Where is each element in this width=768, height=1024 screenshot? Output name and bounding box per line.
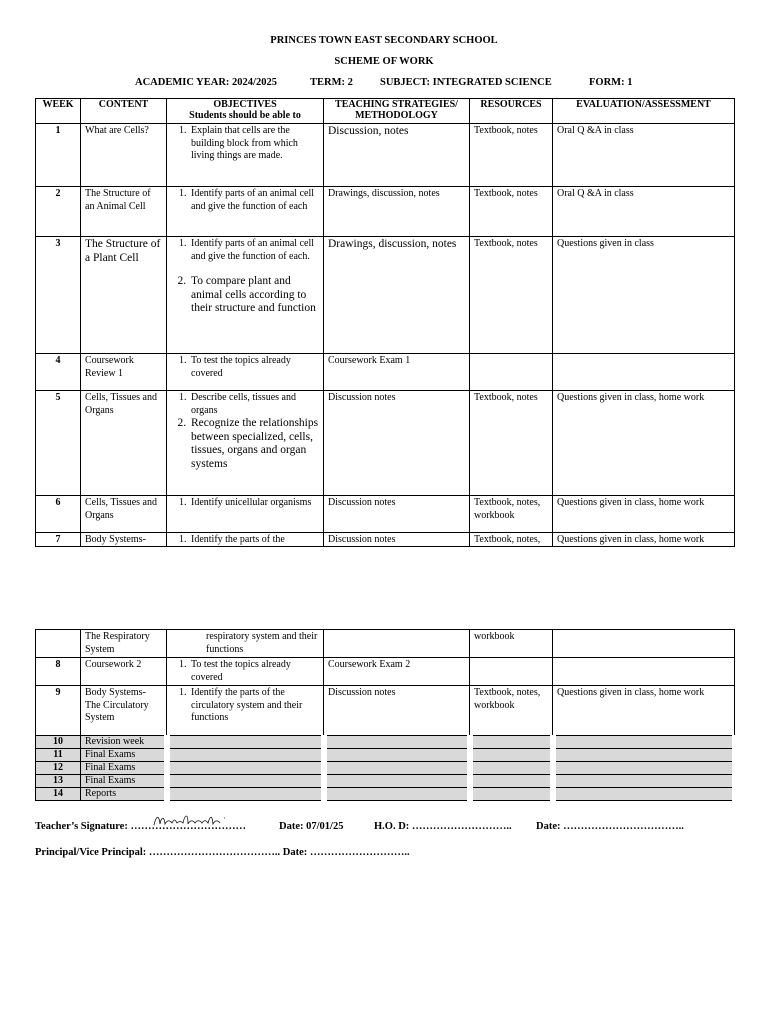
evaluation-cell	[553, 354, 735, 391]
table-row	[36, 187, 735, 237]
table-row	[36, 533, 735, 547]
content-cell: Final Exams	[81, 749, 167, 762]
evaluation-cell: Questions given in class, home work	[553, 496, 735, 533]
term: TERM: 2	[310, 77, 353, 88]
objectives-cell	[167, 788, 324, 801]
week-cell: 7	[36, 533, 81, 547]
week-cell: 14	[36, 788, 81, 801]
evaluation-cell	[553, 630, 735, 658]
strategies-cell	[324, 630, 470, 658]
table-row	[36, 391, 735, 496]
week-cell: 4	[36, 354, 81, 391]
strategies-cell: Drawings, discussion, notes	[324, 187, 470, 237]
evaluation-cell	[553, 658, 735, 686]
strategies-cell: Discussion notes	[324, 391, 470, 496]
col-content: CONTENT	[81, 99, 167, 124]
evaluation-cell	[553, 749, 735, 762]
content-cell: What are Cells?	[81, 124, 167, 187]
objective-item: 1. To test the topics already covered	[189, 355, 319, 380]
evaluation-cell: Questions given in class, home work	[553, 533, 735, 547]
strategies-cell	[324, 788, 470, 801]
hod-label: H.O. D: ………………………..	[374, 821, 512, 832]
table-row	[36, 630, 735, 658]
week-cell: 12	[36, 762, 81, 775]
resources-cell	[470, 749, 553, 762]
table-row	[36, 736, 735, 749]
week-cell: 6	[36, 496, 81, 533]
strategies-cell: Coursework Exam 2	[324, 658, 470, 686]
content-cell: Revision week	[81, 736, 167, 749]
evaluation-cell: Questions given in class, home work	[553, 686, 735, 736]
content-cell: Reports	[81, 788, 167, 801]
objectives-cell	[167, 686, 324, 736]
teacher-signature-label: Teacher’s Signature: ……………………………	[35, 821, 246, 832]
hod-date: Date: ……………………………..	[536, 821, 684, 832]
objectives-cell	[167, 237, 324, 354]
week-cell: 8	[36, 658, 81, 686]
col-evaluation: EVALUATION/ASSESSMENT	[553, 99, 735, 124]
strategies-cell: Discussion notes	[324, 686, 470, 736]
evaluation-cell	[553, 788, 735, 801]
resources-cell	[470, 775, 553, 788]
academic-year: ACADEMIC YEAR: 2024/2025	[135, 77, 277, 88]
objectives-cell	[167, 187, 324, 237]
resources-cell	[470, 762, 553, 775]
resources-cell: Textbook, notes,	[470, 533, 553, 547]
week-cell: 9	[36, 686, 81, 736]
objectives-cell	[167, 533, 324, 547]
week-cell: 1	[36, 124, 81, 187]
content-cell: Cells, Tissues and Organs	[81, 391, 167, 496]
scheme-table-part1	[35, 98, 735, 547]
week-cell: 5	[36, 391, 81, 496]
col-week: WEEK	[36, 99, 81, 124]
scheme-table-part2	[35, 629, 738, 801]
resources-cell: Textbook, notes	[470, 237, 553, 354]
resources-cell: Textbook, notes, workbook	[470, 686, 553, 736]
strategies-cell	[324, 736, 470, 749]
table-row	[36, 496, 735, 533]
resources-cell	[470, 354, 553, 391]
evaluation-cell: Oral Q &A in class	[553, 187, 735, 237]
table-row	[36, 658, 735, 686]
teacher-signature	[150, 810, 230, 832]
strategies-cell: Discussion notes	[324, 496, 470, 533]
week-cell: 13	[36, 775, 81, 788]
objective-item: 1. Identify parts of an animal cell and give the function of each.	[189, 238, 319, 263]
objective-item: 1. Identify the parts of the	[189, 534, 319, 545]
table-row	[36, 354, 735, 391]
strategies-cell: Coursework Exam 1	[324, 354, 470, 391]
week-cell: 10	[36, 736, 81, 749]
school-name: PRINCES TOWN EAST SECONDARY SCHOOL	[270, 35, 498, 46]
objectives-cell	[167, 775, 324, 788]
evaluation-cell: Questions given in class, home work	[553, 391, 735, 496]
objective-item: 1. Describe cells, tissues and organs	[189, 392, 319, 417]
form: FORM: 1	[589, 77, 633, 88]
objectives-cell	[167, 391, 324, 496]
resources-cell	[470, 658, 553, 686]
document-title: SCHEME OF WORK	[334, 56, 434, 67]
col-objectives-title: OBJECTIVES	[213, 99, 277, 110]
objective-item: 1. Explain that cells are the building block from which living things are made.	[189, 125, 319, 163]
strategies-cell	[324, 749, 470, 762]
resources-cell: Textbook, notes	[470, 124, 553, 187]
evaluation-cell	[553, 775, 735, 788]
week-cell: 2	[36, 187, 81, 237]
table-header-row	[36, 99, 735, 124]
content-cell: Body Systems-	[81, 533, 167, 547]
content-cell: Final Exams	[81, 762, 167, 775]
objectives-cell	[167, 749, 324, 762]
table-row	[36, 775, 735, 788]
objective-item: 2. Recognize the relationships between specialized, cells, tissues, organs and organ systems	[189, 417, 319, 471]
content-cell: The Respiratory System	[81, 630, 167, 658]
table-row	[36, 762, 735, 775]
week-cell	[36, 630, 81, 658]
content-cell: Coursework Review 1	[81, 354, 167, 391]
content-cell: Body Systems- The Circulatory System	[81, 686, 167, 736]
resources-cell	[470, 736, 553, 749]
table-row	[36, 124, 735, 187]
week-cell: 11	[36, 749, 81, 762]
evaluation-cell: Questions given in class	[553, 237, 735, 354]
objective-item: 1. Identify unicellular organisms	[189, 497, 319, 510]
principal-line: Principal/Vice Principal: ……………………………….. Date: ………………………..	[35, 847, 410, 858]
content-cell: The Structure of a Plant Cell	[81, 237, 167, 354]
objective-item: 2. To compare plant and animal cells according to their structure and function	[189, 275, 319, 316]
evaluation-cell	[553, 736, 735, 749]
resources-cell: workbook	[470, 630, 553, 658]
subject: SUBJECT: INTEGRATED SCIENCE	[380, 77, 552, 88]
objective-item: 1. Identify parts of an animal cell and give the function of each	[189, 188, 319, 213]
content-cell: Final Exams	[81, 775, 167, 788]
col-resources: RESOURCES	[470, 99, 553, 124]
objective-item: 1. To test the topics already covered	[189, 659, 319, 684]
strategies-cell: Drawings, discussion, notes	[324, 237, 470, 354]
strategies-cell: Discussion notes	[324, 533, 470, 547]
evaluation-cell: Oral Q &A in class	[553, 124, 735, 187]
signature-date: Date: 07/01/25	[279, 821, 344, 832]
objectives-cell	[167, 762, 324, 775]
objectives-cell	[167, 496, 324, 533]
objectives-cell	[167, 736, 324, 749]
content-cell: Cells, Tissues and Organs	[81, 496, 167, 533]
objectives-cell	[167, 124, 324, 187]
evaluation-cell	[553, 762, 735, 775]
resources-cell: Textbook, notes, workbook	[470, 496, 553, 533]
content-cell: The Structure of an Animal Cell	[81, 187, 167, 237]
table-row	[36, 788, 735, 801]
strategies-cell	[324, 762, 470, 775]
strategies-cell: Discussion, notes	[324, 124, 470, 187]
table-row	[36, 237, 735, 354]
content-cell: Coursework 2	[81, 658, 167, 686]
col-objectives	[167, 99, 324, 124]
resources-cell: Textbook, notes	[470, 187, 553, 237]
col-objectives-sub: Students should be able to	[189, 110, 301, 121]
strategies-cell	[324, 775, 470, 788]
objectives-cell	[167, 658, 324, 686]
table-row	[36, 686, 735, 736]
objectives-cell: respiratory system and their functions	[167, 630, 324, 658]
week-cell: 3	[36, 237, 81, 354]
resources-cell	[470, 788, 553, 801]
objective-item: 1. Identify the parts of the circulatory system and their functions	[189, 687, 319, 725]
col-strategies: TEACHING STRATEGIES/ METHODOLOGY	[324, 99, 470, 124]
objectives-cell	[167, 354, 324, 391]
table-row	[36, 749, 735, 762]
resources-cell: Textbook, notes	[470, 391, 553, 496]
